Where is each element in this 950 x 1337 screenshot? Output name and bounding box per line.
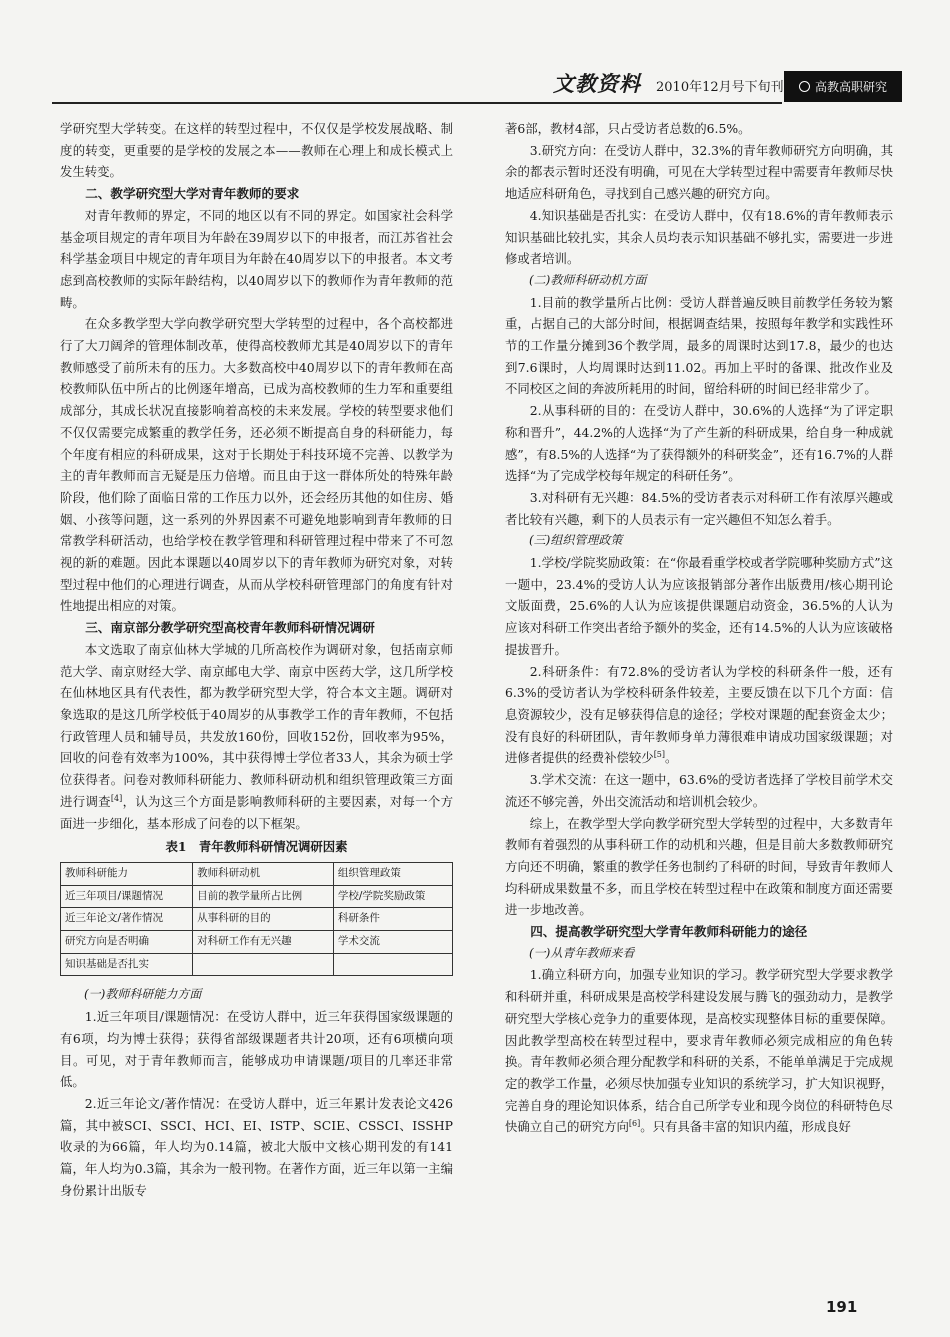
section-tag (784, 71, 902, 102)
paragraph-text: ，认为这三个方面是影响教师科研的主要因素，对每一个方面进一步细化，基本形成了问卷的以下框架。 (60, 793, 454, 831)
right-column (505, 118, 893, 1138)
table-row (61, 885, 453, 908)
citation: [5] (653, 750, 666, 760)
paragraph: 对青年教师的界定，不同的地区以有不同的界定。如国家社会科学基金项目规定的青年项目为年龄在39周岁以下的申报者，而江苏省社会科学基金项目中规定的青年项目为年龄在40周岁以下的申报者。本文考虑到高校教师的实际年龄结构，以40周岁以下的教师作为青年教师的范畴。 (60, 207, 453, 310)
subsection-heading: (一)从青年教师来看 (529, 945, 635, 960)
paragraph: 3.研究方向：在受访人群中，32.3%的青年教师研究方向明确，其余的都表示暂时还没有明确，可见在大学转型过程中需要青年教师尽快地适应科研角色，寻找到自己感兴趣的研究方向。 (505, 142, 893, 202)
paragraph (505, 661, 893, 770)
left-column (60, 118, 453, 1201)
paragraph: 3.对科研有无兴趣：84.5%的受访者表示对科研工作有浓厚兴趣或者比较有兴趣，剩下的人员表示有一定兴趣但不知怎么着手。 (505, 489, 893, 527)
table-cell: 从事科研的目的 (193, 908, 334, 931)
table-cell: 研究方向是否明确 (61, 931, 193, 954)
header-rule (52, 102, 782, 104)
paragraph: 综上，在教学型大学向教学研究型大学转型的过程中，大多数青年教师有着强烈的从事科研工作的动机和兴趣，但是目前大多数教师研究方向还不明确，繁重的教学任务也制约了科研的时间，导致青年教师人均科研成果数量不多，而且学校在转型过程中在政策和制度方面还需要进一步地改善。 (505, 815, 893, 918)
table-row (61, 908, 453, 931)
paragraph: 学研究型大学转变。在这样的转型过程中，不仅仅是学校发展战略、制度的转变，更重要的是学校的发展之本——教师在心理上和成长模式上发生转变。 (60, 121, 453, 180)
table-cell: 教师科研动机 (193, 862, 334, 885)
factors-table (60, 862, 453, 977)
table-cell: 教师科研能力 (61, 862, 193, 885)
paragraph: 在众多教学型大学向教学研究型大学转型的过程中，各个高校都进行了大刀阔斧的管理体制改革，使得高校教师尤其是40周岁以下的青年教师感受了前所未有的压力。大多数高校中40周岁以下的青年教师在高校教师队伍中所占的比例逐年增高，已成为高校教师的生力军和重要组成部分，其成长状况直接影响着高校的未来发展。学校的转型要求他们不仅仅需要完成繁重的教学任务，还必须不断提高自身的科研能力，每个年度有相应的科研成果，这对于长期处于科技环境不完善、以教学为主的青年教师而言无疑是压力倍增。而且由于这一群体所处的特殊年龄阶段，他们除了面临日常的工作压力以外，还会经历其他的如住房、婚姻、小孩等问题，这一系列的外界因素不可避免地影响到青年教师的日常教学科研活动，也给学校在教学管理和科研管理过程中带来了不可忽视的新的难题。因此本课题以40周岁以下的青年教师为研究对象，对转型过程中他们的心理进行调查，从而从学校科研管理部门的角度有针对性地提出相应的对策。 (60, 316, 453, 614)
subsection-heading: (三)组织管理政策 (529, 533, 623, 548)
paragraph: 著6部，教材4部，只占受访者总数的6.5%。 (505, 121, 751, 136)
table-cell: 对科研工作有无兴趣 (193, 931, 334, 954)
paragraph: 3.学术交流：在这一题中，63.6%的受访者选择了学校目前学术交流还不够完善，外出交流活动和培训机会较少。 (505, 772, 893, 809)
table-cell: 组织管理政策 (333, 862, 452, 885)
paragraph-text: 本文选取了南京仙林大学城的几所高校作为调研对象，包括南京师范大学、南京财经大学、南京邮电大学、南京中医药大学，这几所学校在仙林地区具有代表性，都为教学研究型大学，符合本文主题。调研对象选取的是这几所学校低于40周岁的从事教学工作的青年教师，不包括行政管理人员和辅导员，共发放160份，回收152份，回收率为95%，回收的问卷有效率为100%，其中获得博士学位者33人，其余为硕士学位获得者。问卷对教师科研能力、教师科研动机和组织管理政策三方面进行调查 (60, 641, 453, 809)
table-cell: 学术交流 (333, 931, 452, 954)
paragraph-text: 。只有具备丰富的知识内蕴，形成良好 (640, 1119, 851, 1135)
subsection-heading: (二)教师科研动机方面 (529, 272, 647, 287)
paragraph: 1.学校/学院奖励政策：在“你最看重学校或者学院哪种奖励方式”这一题中，23.4%的受访人认为应该报销部分著作出版费用/核心期刊论文版面费，25.6%的人认为应该提供课题启动资金，36.5%的人认为应该对科研工作突出者给予额外的奖金，还有14.5%的人认为应该破格提拔晋升。 (505, 555, 894, 657)
paragraph: 2.从事科研的目的：在受访人群中，30.6%的人选择“为了评定职称和晋升”，44.2%的人选择“为了产生新的科研成果，给自身一种成就感”，有8.5%的人选择“为了获得额外的科研奖金”，还有16.7%的人群选择“为了完成学校每年规定的科研任务”。 (505, 403, 893, 484)
table-cell: 学校/学院奖励政策 (333, 885, 452, 908)
paragraph: 2.近三年论文/著作情况：在受访人群中，近三年累计发表论文426篇，其中被SCI、SSCI、HCI、EI、ISTP、SCIE、CSSCI、ISSHP收录的为66篇，年人均为0.14篇，被北大版中文核心期刊发的有141篇，年人均为0.3篇，其余为一般刊物。在著作方面，近三年以第一主编身份累计出版专 (60, 1095, 453, 1198)
paragraph-text: 。 (665, 750, 678, 766)
section-heading: 二、教学研究型大学对青年教师的要求 (85, 186, 300, 202)
table-cell (333, 953, 452, 976)
paragraph-text: 1.确立科研方向，加强专业知识的学习。教学研究型大学要求教学和科研并重，科研成果是高校学科建设发展与腾飞的强劲动力，是教学研究型大学核心竞争力的重要体现，是高校实现整体目标的重要保障。因此教学型高校在转型过程中，要求青年教师必须完成相应的角色转换。青年教师必须合理分配教学和科研的关系，不能单单满足于完成规定的教学工作量，必须尽快加强专业知识的系统学习，扩大知识视野，完善自身的理论知识体系，结合自己所学专业和现今岗位的科研特色尽快确立自己的研究方向 (505, 967, 893, 1135)
citation: [6] (628, 1119, 641, 1129)
table-cell: 知识基础是否扎实 (61, 953, 193, 976)
table-cell: 科研条件 (333, 908, 452, 931)
section-label: 高教高职研究 (814, 80, 887, 94)
table-cell: 近三年论文/著作情况 (61, 908, 193, 931)
page-number: 191 (826, 1298, 858, 1316)
table-row (61, 953, 453, 976)
citation: [4] (110, 793, 123, 803)
circle-icon (799, 81, 810, 92)
paragraph: 4.知识基础是否扎实：在受访人群中，仅有18.6%的青年教师表示知识基础比较扎实，其余人员均表示知识基础不够扎实，需要进一步进修或者培训。 (505, 207, 893, 267)
journal-name: 文教资料 (553, 71, 641, 96)
table-row (61, 931, 453, 954)
paragraph-text: 2.科研条件：有72.8%的受访者认为学校的科研条件一般，还有6.3%的受访者认为学校科研条件较差，主要反馈在以下几个方面：信息资源较少，没有足够获得信息的途径；学校对课题的配套资金太少；没有良好的科研团队，青年教师身单力薄很难申请成功国家级课题；对进修者提供的经费补偿较少 (505, 663, 893, 766)
table-title: 表1 青年教师科研情况调研因素 (165, 839, 348, 855)
paragraph: 1.目前的教学量所占比例：受访人群普遍反映目前教学任务较为繁重，占据自己的大部分时间，根据调查结果，按照每年教学和实践性环节的工作量分摊到36个教学周，最多的周课时达到17.8，最少的也达到7.6课时，人均周课时达到11.02。再加上平时的备课、批改作业及不同校区之间的奔波所耗用的时间，留给科研的时间已经非常少了。 (505, 294, 893, 397)
section-heading: 三、南京部分教学研究型高校青年教师科研情况调研 (85, 620, 375, 636)
paragraph (505, 964, 893, 1138)
table-cell: 目前的教学量所占比例 (193, 885, 334, 908)
section-heading: 四、提高教学研究型大学青年教师科研能力的途径 (530, 924, 808, 940)
table-row (61, 862, 453, 885)
table-cell: 近三年项目/课题情况 (61, 885, 193, 908)
subsection-heading: (一)教师科研能力方面 (84, 987, 202, 1002)
paragraph: 1.近三年项目/课题情况：在受访人群中，近三年获得国家级课题的有6项，均为博士获得；获得省部级课题者共计20项，还有6项横向项目。可见，对于青年教师而言，能够成功申请课题/项目的几率还非常低。 (60, 1009, 453, 1090)
paragraph (60, 639, 453, 834)
table-cell (193, 953, 334, 976)
issue-date: 2010年12月号下旬刊 (656, 80, 784, 95)
